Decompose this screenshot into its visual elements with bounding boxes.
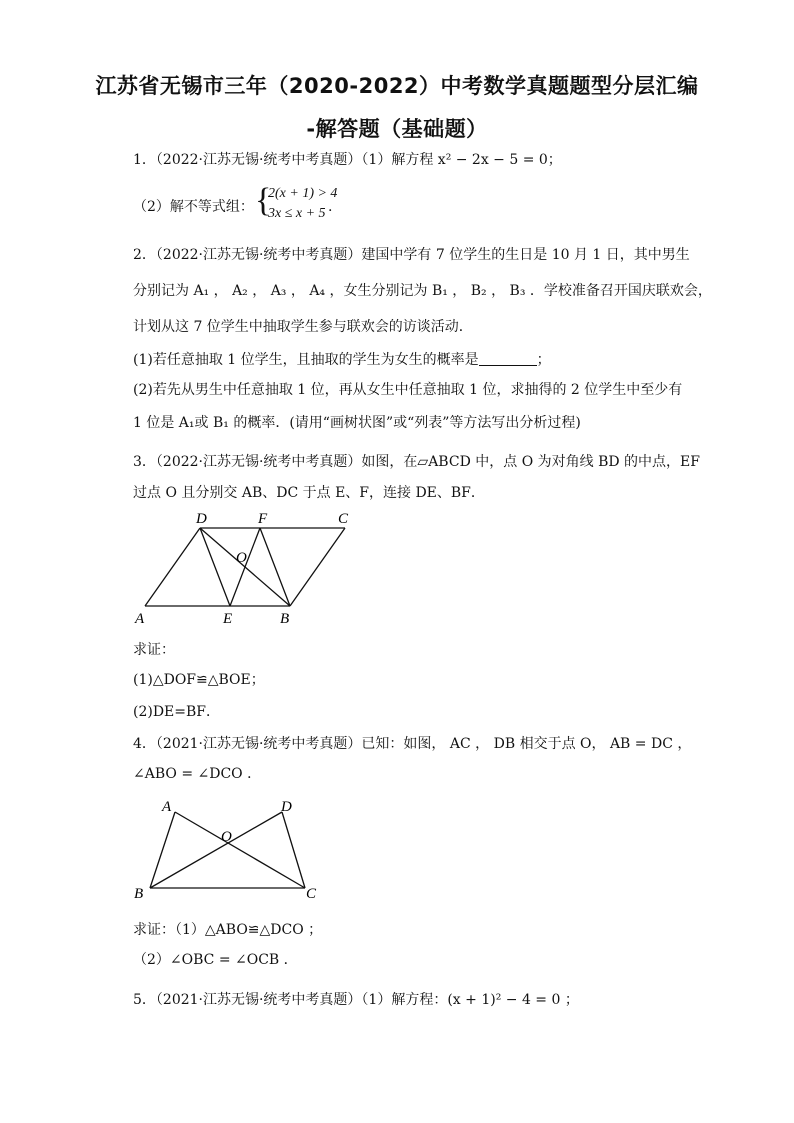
- label-e: E: [223, 611, 233, 627]
- q2-part2-line1: (2)若先从男生中任意抽取 1 位，再从女生中任意抽取 1 位，求抽得的 2 位学生中至少有: [133, 382, 683, 398]
- q1-line2-suffix: .: [328, 199, 333, 215]
- q4-line2: ∠ABO = ∠DCO ．: [133, 766, 262, 782]
- crossed-triangles-figure: [130, 796, 330, 906]
- q3-part2: (2)DE=BF．: [133, 704, 221, 720]
- segment-ef: [230, 528, 260, 606]
- q2-part1-text: (1)若任意抽取 1 位学生，且抽取的学生为女生的概率是: [133, 352, 479, 368]
- label-d: D: [196, 511, 207, 527]
- q2-line3: 计划从这 7 位学生中抽取学生参与联欢会的访谈活动．: [133, 319, 473, 335]
- segment-db: [150, 812, 282, 888]
- label-o: O: [236, 550, 247, 566]
- parallelogram-figure: [130, 508, 370, 630]
- q3-line2: 过点 O 且分别交 AB、DC 于点 E、F，连接 DE、BF．: [133, 485, 485, 501]
- label-c: C: [338, 511, 349, 527]
- answer-blank: [479, 351, 537, 366]
- document-title-line1: 江苏省无锡市三年（2020-2022）中考数学真题题型分层汇编: [95, 74, 699, 98]
- segment-ab: [150, 812, 175, 888]
- q2-line1: 2．（2022·江苏无锡·统考中考真题）建国中学有 7 位学生的生日是 10 月 1 日，其中男生: [133, 247, 690, 263]
- label-a: A: [162, 799, 172, 815]
- label-b: B: [134, 886, 144, 902]
- label-o: O: [221, 829, 232, 845]
- q4-part2: （2）∠OBC = ∠OCB ．: [133, 952, 298, 968]
- q3-part1: (1)△DOF≌△BOE；: [133, 672, 265, 688]
- brace-symbol: {: [255, 182, 272, 219]
- segment-de: [200, 528, 230, 606]
- q3-line1: 3．（2022·江苏无锡·统考中考真题）如图，在▱ABCD 中，点 O 为对角线 BD 的中点，EF: [133, 454, 700, 470]
- q3-prove: 求证：: [133, 642, 175, 658]
- q2-line2: 分别记为 A₁ ， A₂ ， A₃ ， A₄ ，女生分别记为 B₁ ， B₂ ， B₃ ．学校准备召开国庆联欢会，: [133, 283, 712, 299]
- q4-part1: 求证：（1）△ABO≌△DCO ；: [133, 922, 323, 938]
- label-b: B: [280, 611, 290, 627]
- system-row-2: 3x ≤ x + 5: [268, 206, 326, 221]
- q5-line1: 5．（2021·江苏无锡·统考中考真题）（1）解方程：(x + 1)² − 4 = 0 ；: [133, 992, 579, 1008]
- label-f: F: [258, 511, 268, 527]
- system-row-1: 2(x + 1) > 4: [268, 186, 338, 201]
- q1-line1: 1．（2022·江苏无锡·统考中考真题）（1）解方程 x² − 2x − 5 = 0；: [133, 152, 562, 168]
- label-c: C: [306, 886, 317, 902]
- segment-bf: [260, 528, 290, 606]
- document-title-line2: -解答题（基础题）: [306, 117, 488, 141]
- segment-ad: [145, 528, 200, 606]
- label-a: A: [135, 611, 145, 627]
- label-d: D: [281, 799, 292, 815]
- q2-part1-end: ；: [536, 352, 551, 368]
- segment-bc: [290, 528, 345, 606]
- q1-line2-prefix: （2）解不等式组：: [133, 199, 254, 215]
- q2-part1: [133, 350, 551, 370]
- q2-part2-line2: 1 位是 A₁或 B₁ 的概率．(请用“画树状图”或“列表”等方法写出分析过程): [133, 415, 581, 431]
- q4-line1: 4．（2021·江苏无锡·统考中考真题）已知：如图， AC ， DB 相交于点 O， AB = DC ，: [133, 736, 692, 752]
